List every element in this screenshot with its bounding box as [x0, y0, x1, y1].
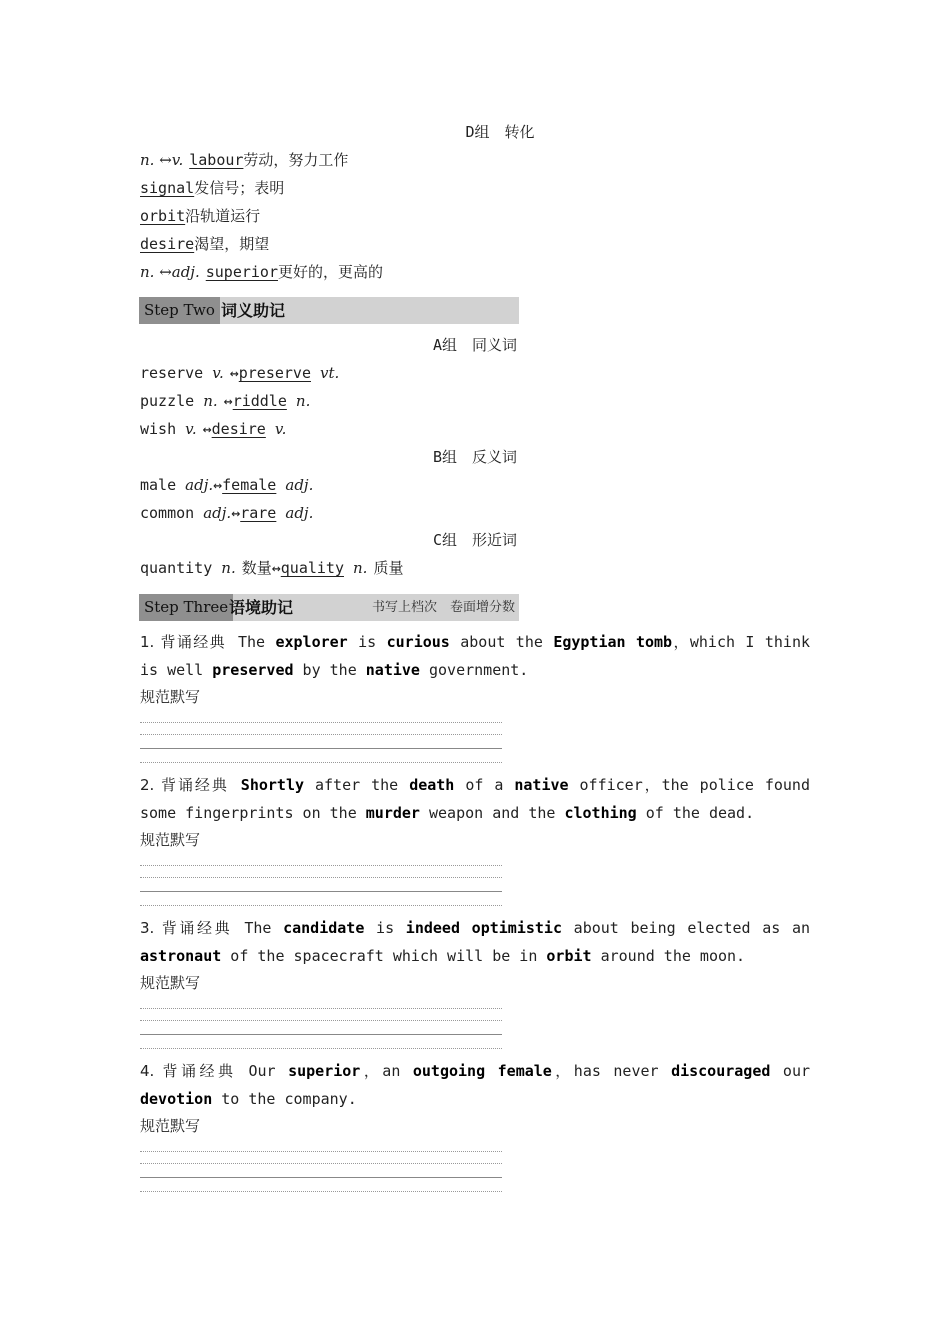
key-word: curious	[386, 633, 450, 651]
key-word: optimistic	[471, 919, 562, 937]
sentence-text: around the moon.	[591, 947, 746, 965]
sentence-text: Our	[248, 1062, 289, 1080]
sentence-text: The	[244, 919, 284, 937]
writing-lines[interactable]	[140, 861, 502, 909]
write-label: 规范默写	[140, 831, 201, 849]
group-c-heading: C组 形近词	[432, 531, 518, 549]
vocab-word: signal	[140, 179, 195, 197]
key-word: female	[497, 1062, 552, 1080]
step-three-subtitle: 书写上档次 卷面增分数	[371, 600, 515, 615]
key-word: candidate	[283, 919, 365, 937]
key-word: clothing	[564, 804, 637, 822]
key-word: orbit	[546, 947, 592, 965]
group-c-list	[140, 554, 810, 582]
step-two-title: 词义助记	[221, 301, 286, 320]
sentence-text: of the spacecraft which will be in	[221, 947, 547, 965]
group-d-list	[140, 146, 810, 286]
key-word: explorer	[275, 633, 348, 651]
key-word: Egyptian tomb	[553, 633, 673, 651]
step-three-banner	[139, 594, 519, 621]
sentence-text: weapon and the	[419, 804, 565, 822]
group-a-list	[140, 359, 810, 443]
write-label: 规范默写	[140, 1117, 201, 1135]
vocab-word: orbit	[140, 207, 186, 225]
group-d-heading: D组 转化	[465, 123, 535, 141]
sentence-text: our	[770, 1062, 811, 1080]
sentence-text: ，which I think is well	[140, 633, 811, 679]
list-item: signal发信号；表明	[140, 179, 285, 197]
vocab-word: preserve	[238, 364, 311, 382]
list-item: quantity n. 数量↔quality n. 质量	[140, 559, 404, 577]
key-word: discouraged	[671, 1062, 771, 1080]
vocab-word: rare	[240, 504, 277, 522]
list-item: n. ↔v. labour劳动，努力工作	[140, 151, 349, 169]
step-two-banner	[139, 297, 519, 324]
key-word: preserved	[212, 661, 294, 679]
key-word: Shortly	[240, 776, 305, 794]
sentence-text: is	[364, 919, 406, 937]
sentence-text: of a	[454, 776, 515, 794]
sentence-text: officer，the police found some fingerprints on the	[140, 776, 810, 822]
vocab-word: superior	[205, 263, 278, 281]
sentence-text	[460, 919, 472, 937]
list-item: reserve v. ↔preserve vt.	[140, 364, 340, 382]
vocab-word: labour	[189, 151, 244, 169]
sentence-text: after the	[304, 776, 410, 794]
list-item: orbit沿轨道运行	[140, 207, 261, 225]
vocab-word: riddle	[232, 392, 287, 410]
write-label: 规范默写	[140, 688, 201, 706]
write-label: 规范默写	[140, 974, 201, 992]
writing-lines[interactable]	[140, 718, 502, 766]
list-item: common adj.↔rare adj.	[140, 504, 314, 522]
list-item: wish v. ↔desire v.	[140, 420, 287, 438]
list-item: n. ↔adj. superior更好的，更高的	[140, 263, 383, 281]
key-word: native	[365, 661, 420, 679]
list-item: male adj.↔female adj.	[140, 476, 314, 494]
step-two-tag: Step Two	[139, 297, 220, 324]
sentence-text: to the company.	[212, 1090, 357, 1108]
sentence-text: ，has never	[551, 1062, 672, 1080]
key-word: superior	[288, 1062, 361, 1080]
key-word: death	[409, 776, 455, 794]
key-word: outgoing	[412, 1062, 486, 1080]
group-b-heading: B组 反义词	[432, 448, 518, 466]
sentence-text: of the dead.	[636, 804, 755, 822]
vocab-word: female	[222, 476, 277, 494]
key-word: native	[514, 776, 569, 794]
sentence-text	[485, 1062, 498, 1080]
sentence-text: government.	[419, 661, 529, 679]
sentence-2	[140, 771, 810, 827]
sentence-4	[140, 1057, 810, 1113]
writing-lines[interactable]	[140, 1004, 502, 1052]
key-word: astronaut	[140, 947, 222, 965]
group-a-heading: A组 同义词	[432, 336, 518, 354]
key-word: indeed	[405, 919, 460, 937]
vocab-word: desire	[140, 235, 195, 253]
key-word: devotion	[140, 1090, 213, 1108]
sentence-number-label: 2. 背诵经典	[140, 776, 229, 794]
sentence-text: The	[237, 633, 276, 651]
vocab-word: desire	[211, 420, 266, 438]
list-item: puzzle n. ↔riddle n.	[140, 392, 311, 410]
sentence-number-label: 4. 背诵经典	[140, 1062, 237, 1080]
sentence-number-label: 1. 背诵经典	[140, 633, 226, 651]
step-three-title: 语境助记	[229, 598, 294, 617]
sentence-text: ，an	[360, 1062, 413, 1080]
sentence-text: about the	[449, 633, 554, 651]
sentence-3	[140, 914, 810, 970]
sentence-text: by the	[293, 661, 366, 679]
sentence-number-label: 3. 背诵经典	[140, 919, 233, 937]
key-word: murder	[365, 804, 420, 822]
sentence-text: is	[347, 633, 387, 651]
sentence-text: about being elected as an	[561, 919, 811, 937]
sentence-1	[140, 628, 810, 684]
writing-lines[interactable]	[140, 1147, 502, 1195]
group-b-list	[140, 471, 810, 527]
list-item: desire渴望，期望	[140, 235, 270, 253]
step-three-tag: Step Three	[139, 594, 233, 621]
vocab-word: quality	[280, 559, 344, 577]
